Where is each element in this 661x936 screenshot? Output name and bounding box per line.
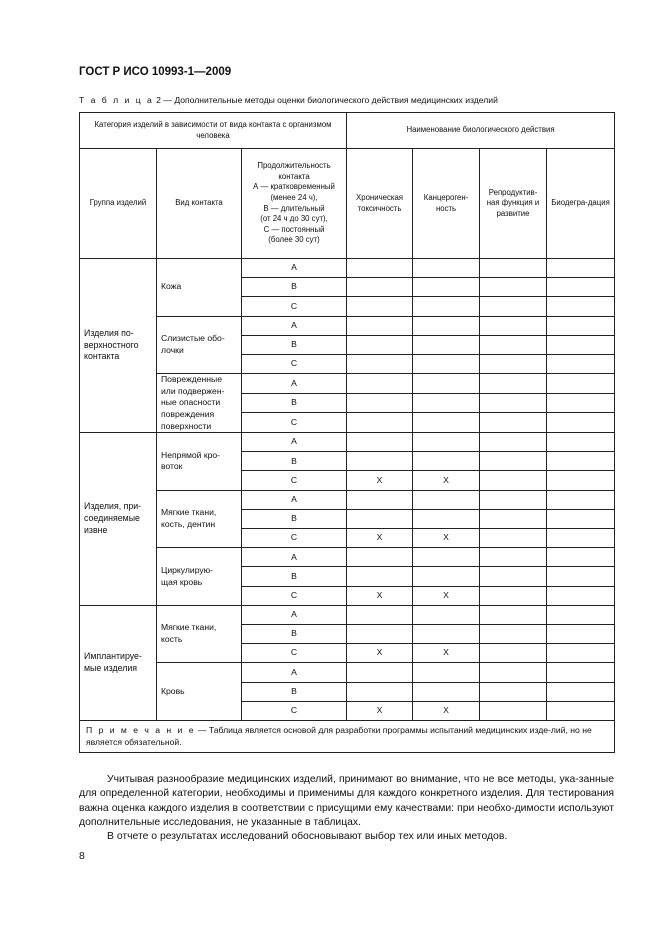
table-row	[80, 605, 615, 624]
table-row	[80, 374, 615, 394]
duration-cell: B	[242, 567, 347, 586]
contact-type-line: повреждения	[161, 408, 215, 419]
effect-cell	[480, 548, 547, 567]
duration-cell: B	[242, 682, 347, 701]
effect-cell	[413, 354, 480, 373]
effect-cell	[413, 335, 480, 354]
effect-cell	[547, 374, 615, 394]
effect-cell	[547, 297, 615, 316]
duration-cell: A	[242, 490, 347, 509]
product-group-line: соединяемые	[84, 513, 140, 523]
effect-cell	[547, 335, 615, 354]
effect-cell	[480, 374, 547, 394]
effect-cell	[413, 663, 480, 682]
note-text: — Таблица является основой для разработки программы испытаний медицинских изде-лий, но не является обязательной.	[86, 724, 592, 747]
body-paragraph-1: Учитывая разнообразие медицинских изделий, принимают во внимание, что не все методы, ука-занные для определенной категории, необходимы и применимы для каждого конкретного изделия. Для тестирования важна оценка каждого изделия в соответствии с присущими ему качествами: при необхо-димости используют дополнительные исследования, не указанные в таблицах.	[79, 774, 614, 829]
duration-cell: C	[242, 354, 347, 373]
duration-cell: A	[242, 374, 347, 394]
product-group-cell	[80, 433, 157, 606]
effect-cell	[347, 452, 413, 471]
duration-cell: B	[242, 624, 347, 643]
effect-cell	[413, 316, 480, 335]
duration-cell: B	[242, 452, 347, 471]
effect-cell	[547, 471, 615, 490]
duration-cell: C	[242, 297, 347, 316]
effect-cell	[413, 682, 480, 701]
effect-cell	[547, 624, 615, 643]
duration-header-line: А — кратковременный	[253, 182, 335, 192]
effect-cell: X	[413, 701, 480, 720]
contact-type-line: Слизистые обо-	[161, 333, 225, 344]
effect-cell	[347, 624, 413, 643]
header-contact-type: Вид контакта	[157, 149, 242, 259]
effect-cell	[480, 663, 547, 682]
header-row-2	[80, 149, 615, 259]
contact-type-cell	[157, 316, 242, 374]
effect-cell	[480, 335, 547, 354]
header-group: Группа изделий	[80, 149, 157, 259]
effect-cell	[347, 663, 413, 682]
product-group-cell	[80, 259, 157, 433]
effect-cell	[347, 278, 413, 297]
contact-type-cell	[157, 259, 242, 317]
effect-cell	[413, 278, 480, 297]
effect-cell	[347, 682, 413, 701]
effect-cell	[413, 297, 480, 316]
duration-header-line: (от 24 ч до 30 сут),	[260, 214, 328, 224]
effect-cell	[547, 509, 615, 528]
contact-type-cell	[157, 374, 242, 433]
header-effect-chronic-toxicity: Хроническая токсичность	[347, 149, 413, 259]
body-paragraph-2: В отчете о результатах исследований обосновывают выбор тех или иных методов.	[107, 831, 508, 842]
effect-cell	[547, 529, 615, 548]
effect-cell	[413, 259, 480, 278]
effect-cell	[547, 548, 615, 567]
contact-type-line: кость	[161, 634, 183, 645]
contact-type-line: ные опасности	[161, 397, 221, 408]
note-row	[80, 720, 615, 752]
effect-cell	[480, 316, 547, 335]
effect-cell	[480, 567, 547, 586]
effect-cell	[480, 433, 547, 452]
effect-cell	[547, 316, 615, 335]
effect-cell	[547, 567, 615, 586]
effect-cell	[347, 297, 413, 316]
effect-cell	[547, 682, 615, 701]
effect-cell	[547, 644, 615, 663]
effect-cell: X	[347, 701, 413, 720]
product-group-line: контакта	[84, 351, 120, 362]
duration-cell: A	[242, 548, 347, 567]
header-effect-carcinogenicity: Канцероген-ность	[413, 149, 480, 259]
contact-type-line: Кожа	[161, 281, 182, 292]
effect-cell	[347, 567, 413, 586]
effect-cell	[480, 509, 547, 528]
effect-cell: X	[413, 644, 480, 663]
table-row	[80, 663, 615, 682]
effect-cell	[347, 259, 413, 278]
effect-cell	[480, 586, 547, 605]
duration-cell: C	[242, 529, 347, 548]
contact-type-line: Мягкие ткани,	[161, 507, 217, 518]
table-row	[80, 259, 615, 278]
document-title: ГОСТ Р ИСО 10993-1—2009	[79, 66, 232, 78]
product-group-line: Имплантируе-	[84, 650, 142, 661]
contact-type-cell	[157, 663, 242, 721]
effect-cell	[547, 586, 615, 605]
duration-cell: C	[242, 471, 347, 490]
methods-table	[79, 112, 615, 753]
effect-cell	[413, 567, 480, 586]
duration-cell: A	[242, 316, 347, 335]
effect-cell	[480, 354, 547, 373]
effect-cell	[547, 605, 615, 624]
effect-cell: X	[413, 529, 480, 548]
effect-cell	[480, 605, 547, 624]
effect-cell	[480, 297, 547, 316]
effect-cell	[347, 354, 413, 373]
effect-cell	[413, 393, 480, 413]
caption-prefix: Т а б л и ц а	[79, 95, 154, 105]
header-duration	[242, 149, 347, 259]
effect-cell	[547, 701, 615, 720]
duration-header-line: (более 30 сут)	[268, 235, 320, 245]
header-category: Категория изделий в зависимости от вида контакта с организмом человека	[80, 113, 347, 149]
effect-cell	[480, 624, 547, 643]
caption-text: 2 — Дополнительные методы оценки биологического действия медицинских изделий	[153, 95, 498, 105]
effect-cell	[413, 490, 480, 509]
effect-cell	[413, 624, 480, 643]
effect-cell	[547, 259, 615, 278]
effect-cell	[347, 374, 413, 394]
contact-type-line: Циркулирую-	[161, 564, 214, 575]
effect-cell	[347, 316, 413, 335]
note-prefix: П р и м е ч а н и е	[86, 724, 196, 735]
effect-cell	[413, 433, 480, 452]
effect-cell: X	[347, 471, 413, 490]
effect-cell	[480, 452, 547, 471]
table-caption	[79, 95, 498, 105]
effect-cell	[547, 490, 615, 509]
duration-cell: A	[242, 259, 347, 278]
effect-cell	[480, 259, 547, 278]
duration-cell: B	[242, 393, 347, 413]
contact-type-cell	[157, 548, 242, 606]
effect-cell	[413, 374, 480, 394]
header-effect: Наименование биологического действия	[347, 113, 615, 149]
effect-cell	[413, 548, 480, 567]
page-number: 8	[79, 851, 85, 862]
effect-cell	[480, 644, 547, 663]
product-group-line: верхностного	[84, 339, 139, 350]
duration-header-line: (менее 24 ч),	[270, 192, 318, 202]
effect-cell	[480, 529, 547, 548]
header-row-1	[80, 113, 615, 149]
contact-type-line: Кровь	[161, 685, 185, 696]
effect-cell: X	[347, 586, 413, 605]
effect-cell	[547, 663, 615, 682]
duration-cell: B	[242, 335, 347, 354]
effect-cell	[480, 393, 547, 413]
effect-cell	[547, 354, 615, 373]
product-group-line: Изделия, при-	[84, 501, 142, 512]
table-row	[80, 316, 615, 335]
effect-cell	[480, 682, 547, 701]
effect-cell	[347, 433, 413, 452]
effect-cell	[480, 490, 547, 509]
effect-cell	[547, 393, 615, 413]
effect-cell	[347, 548, 413, 567]
table-note	[80, 720, 615, 752]
effect-cell	[347, 490, 413, 509]
effect-cell	[347, 413, 413, 433]
effect-cell	[480, 471, 547, 490]
duration-cell: A	[242, 433, 347, 452]
duration-header-line: С — постоянный	[263, 224, 325, 234]
effect-cell	[480, 278, 547, 297]
contact-type-line: Мягкие ткани,	[161, 622, 217, 633]
duration-cell: A	[242, 663, 347, 682]
duration-header-line: контакта	[278, 171, 310, 181]
contact-type-line: поверхности	[161, 420, 212, 431]
duration-cell: C	[242, 413, 347, 433]
duration-cell: A	[242, 605, 347, 624]
product-group-line: извне	[84, 524, 108, 535]
duration-cell: C	[242, 701, 347, 720]
duration-cell: B	[242, 509, 347, 528]
duration-header-line: Продолжительность	[257, 161, 331, 171]
effect-cell	[547, 433, 615, 452]
contact-type-cell	[157, 605, 242, 663]
contact-type-line: Поврежденные	[161, 374, 222, 385]
duration-header-line: В — длительный	[263, 203, 325, 213]
table-row	[80, 490, 615, 509]
effect-cell: X	[347, 644, 413, 663]
header-effect-reproductive: Репродуктив-ная функция и развитие	[480, 149, 547, 259]
effect-cell	[347, 509, 413, 528]
table-row	[80, 548, 615, 567]
effect-cell	[347, 393, 413, 413]
effect-cell	[413, 413, 480, 433]
effect-cell	[347, 605, 413, 624]
contact-type-line: Непрямой кро-	[161, 449, 221, 460]
table-row	[80, 433, 615, 452]
effect-cell	[347, 335, 413, 354]
duration-cell: B	[242, 278, 347, 297]
effect-cell: X	[413, 471, 480, 490]
effect-cell	[547, 278, 615, 297]
contact-type-line: щая кровь	[161, 576, 203, 587]
effect-cell	[413, 605, 480, 624]
contact-type-line: или подвержен-	[161, 385, 225, 396]
contact-type-line: кость, дентин	[161, 518, 216, 529]
product-group-cell	[80, 605, 157, 720]
effect-cell	[547, 413, 615, 433]
contact-type-line: воток	[161, 461, 183, 472]
contact-type-line: лочки	[161, 344, 184, 355]
effect-cell	[480, 701, 547, 720]
contact-type-cell	[157, 433, 242, 491]
effect-cell: X	[413, 586, 480, 605]
effect-cell	[413, 509, 480, 528]
effect-cell	[413, 452, 480, 471]
product-group-line: Изделия по-	[84, 327, 134, 338]
effect-cell	[480, 413, 547, 433]
effect-cell: X	[347, 529, 413, 548]
duration-cell: C	[242, 644, 347, 663]
product-group-line: мые изделия	[84, 662, 138, 673]
header-effect-biodegradation: Биодегра-дация	[547, 149, 615, 259]
effect-cell	[547, 452, 615, 471]
duration-cell: C	[242, 586, 347, 605]
contact-type-cell	[157, 490, 242, 548]
